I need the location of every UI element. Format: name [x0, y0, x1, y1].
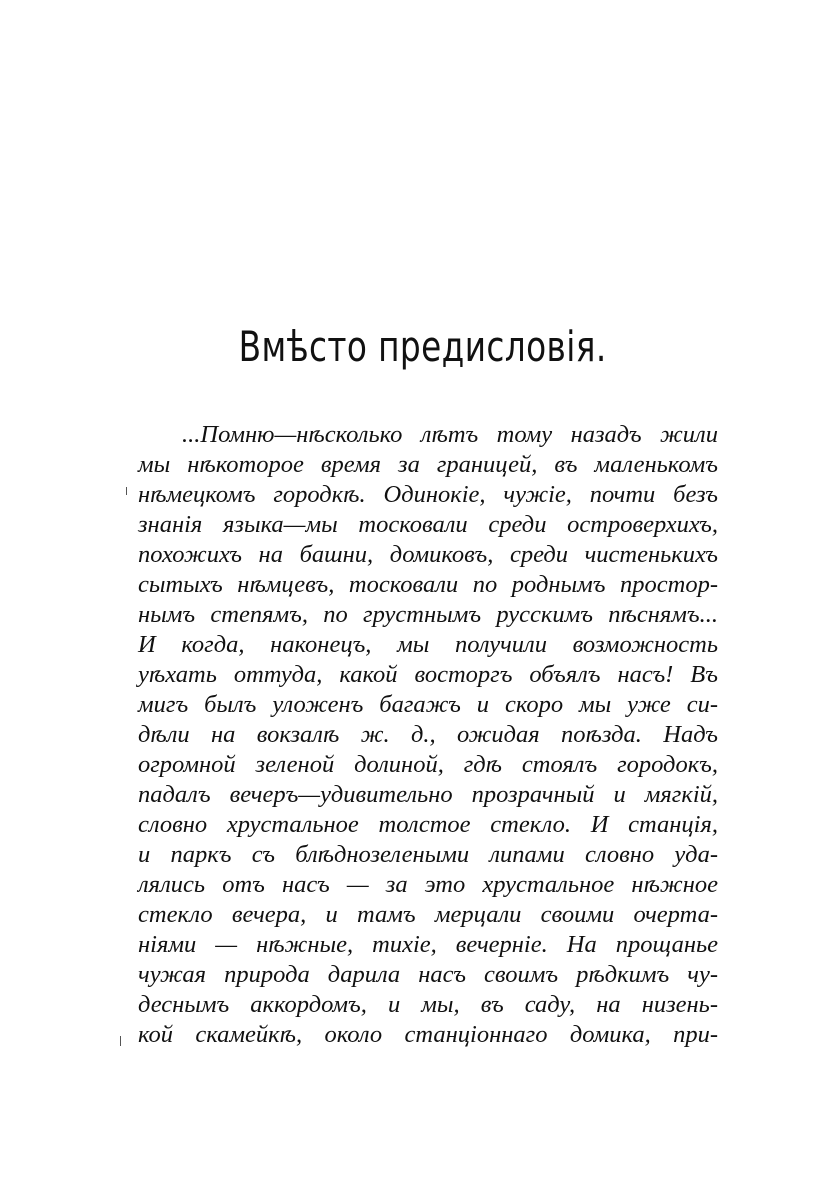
text-line: ніями — нѣжные, тихіе, вечерніе. На прощанье: [138, 931, 718, 958]
text-line: деснымъ аккордомъ, и мы, въ саду, на низень-: [138, 991, 718, 1018]
text-line: огромной зеленой долиной, гдѣ стоялъ городокъ,: [138, 751, 718, 778]
text-line: ...Помню—нѣсколько лѣтъ тому назадъ жили: [182, 421, 718, 448]
text-line: и паркъ съ блѣднозелеными липами словно уда-: [138, 841, 718, 868]
text-line: стекло вечера, и тамъ мерцали своими очерта-: [138, 901, 718, 928]
text-line: нымъ степямъ, по грустнымъ русскимъ пѣснямъ...: [138, 601, 718, 628]
text-line: сытыхъ нѣмцевъ, тосковали по роднымъ простор-: [138, 571, 718, 598]
text-line: уѣхать оттуда, какой восторгъ объялъ насъ! Въ: [138, 661, 718, 688]
text-line: словно хрустальное толстое стекло. И станція,: [138, 811, 718, 838]
page-title: Вмѣсто предисловія.: [238, 322, 607, 371]
text-line: знанія языка—мы тосковали среди островерхихъ,: [138, 511, 718, 538]
text-line: похожихъ на башни, домиковъ, среди чистенькихъ: [138, 541, 718, 568]
text-line: мигъ былъ уложенъ багажъ и скоро мы уже си-: [138, 691, 718, 718]
text-line: дѣли на вокзалѣ ж. д., ожидая поѣзда. Надъ: [138, 721, 718, 748]
text-line: кой скамейкѣ, около станціоннаго домика, при-: [138, 1021, 718, 1048]
text-line: И когда, наконецъ, мы получили возможность: [138, 631, 718, 658]
text-line: падалъ вечеръ—удивительно прозрачный и мягкій,: [138, 781, 718, 808]
text-line: нѣмецкомъ городкѣ. Одинокіе, чужіе, почти безъ: [138, 481, 718, 508]
margin-mark: [126, 487, 127, 495]
text-line: мы нѣкоторое время за границей, въ маленькомъ: [138, 451, 718, 478]
text-line: лялись отъ насъ — за это хрустальное нѣжное: [138, 871, 718, 898]
margin-mark: [120, 1036, 121, 1046]
text-line: чужая природа дарила насъ своимъ рѣдкимъ чу-: [138, 961, 718, 988]
